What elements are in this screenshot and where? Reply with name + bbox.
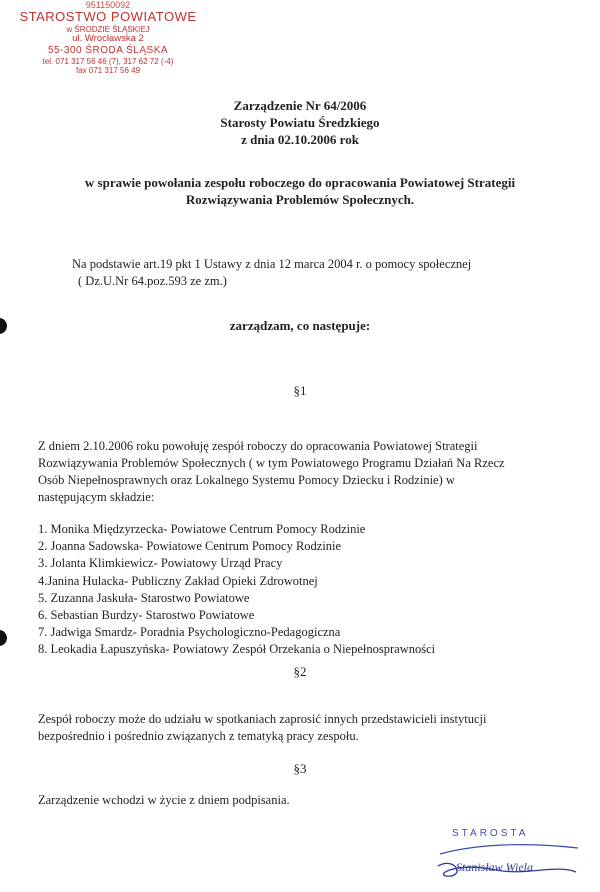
section-2-heading: §2 (293, 664, 307, 679)
list-item: 7. Jadwiga Smardz- Poradnia Psychologiczno-Pedagogiczna (38, 625, 341, 640)
basis-line-1: Na podstawie art.19 pkt 1 Ustawy z dnia 12 marca 2004 r. o pomocy społecznej (72, 257, 472, 271)
section-1-line-4: następującym składzie: (38, 490, 155, 504)
section-1-line-2: Rozwiązywania Problemów Społecznych ( w tym Powiatowego Programu Działań Na Rzecz (38, 456, 505, 470)
stamp-city: 55-300 ŚRODA ŚLĄSKA (47, 45, 169, 57)
decree-line: zarządzam, co następuje: (229, 318, 371, 333)
title-line-3: z dnia 02.10.2006 rok (241, 132, 359, 147)
section-2-body (38, 711, 486, 745)
list-item: 2. Joanna Sadowska- Powiatowe Centrum Pomocy Rodzinie (38, 539, 342, 554)
title-line-2: Starosty Powiatu Średzkiego (220, 115, 380, 130)
document-title (0, 97, 600, 148)
stamp-line2: w ŚRODZIE ŚLĄSKIEJ (66, 25, 150, 35)
section-1-body (38, 438, 505, 506)
stamp-name: STAROSTWO POWIATOWE (19, 9, 197, 25)
binder-hole-icon (0, 630, 7, 646)
section-3-heading: §3 (293, 761, 307, 776)
list-item: 6. Sebastian Burdzy- Starostwo Powiatowe (38, 608, 255, 623)
section-1-line-1: Z dniem 2.10.2006 roku powołuję zespół roboczy do opracowania Powiatowej Strategii (38, 439, 478, 453)
stamp-fax: fax 071 317 56 49 (75, 66, 141, 76)
section-2-line-1: Zespół roboczy może do udziału w spotkaniach zaprosić innych przedstawicieli instytucji (38, 712, 487, 726)
subject-line-1: w sprawie powołania zespołu roboczego do opracowania Powiatowej Strategii (84, 175, 516, 190)
section-1-line-3: Osób Niepełnosprawnych oraz Lokalnego Systemu Pomocy Dziecku i Rodzinie) w (38, 473, 455, 487)
list-item: 1. Monika Międzyrzecka- Powiatowe Centrum Pomocy Rodzinie (38, 522, 366, 536)
document-subject (0, 174, 600, 208)
list-item: 5. Zuzanna Jaskuła- Starostwo Powiatowe (38, 590, 250, 605)
list-item: 4.Janina Hulacka- Publiczny Zakład Opieki Zdrowotnej (38, 573, 318, 588)
section-1-heading: §1 (293, 383, 307, 398)
office-stamp (8, 0, 208, 75)
list-item: 3. Jolanta Klimkiewicz- Powiatowy Urząd Pracy (38, 556, 283, 571)
legal-basis (72, 256, 471, 290)
signature-name: Stanisław Wiela (456, 860, 534, 874)
subject-line-2: Rozwiązywania Problemów Społecznych. (185, 192, 415, 207)
signature-stamp (436, 826, 586, 886)
list-item: 8. Leokadia Łapuszyńska- Powiatowy Zespół Orzekania o Niepełnosprawności (38, 642, 436, 657)
title-line-1: Zarządzenie Nr 64/2006 (233, 98, 367, 113)
member-list (38, 521, 435, 659)
basis-line-2: ( Dz.U.Nr 64.poz.593 ze zm.) (78, 274, 227, 288)
section-2-line-2: bezpośrednio i pośrednio związanych z tematyką pracy zespołu. (38, 729, 359, 743)
section-3-body: Zarządzenie wchodzi w życie z dniem podpisania. (38, 793, 290, 807)
stamp-number: 951150092 (85, 0, 131, 10)
stamp-tel: tel. 071 317 56 46 (7), 317 62 72 (-4) (42, 56, 174, 66)
starosta-label: STAROSTA (452, 828, 529, 839)
stamp-street: ul. Wrocławska 2 (72, 33, 144, 45)
